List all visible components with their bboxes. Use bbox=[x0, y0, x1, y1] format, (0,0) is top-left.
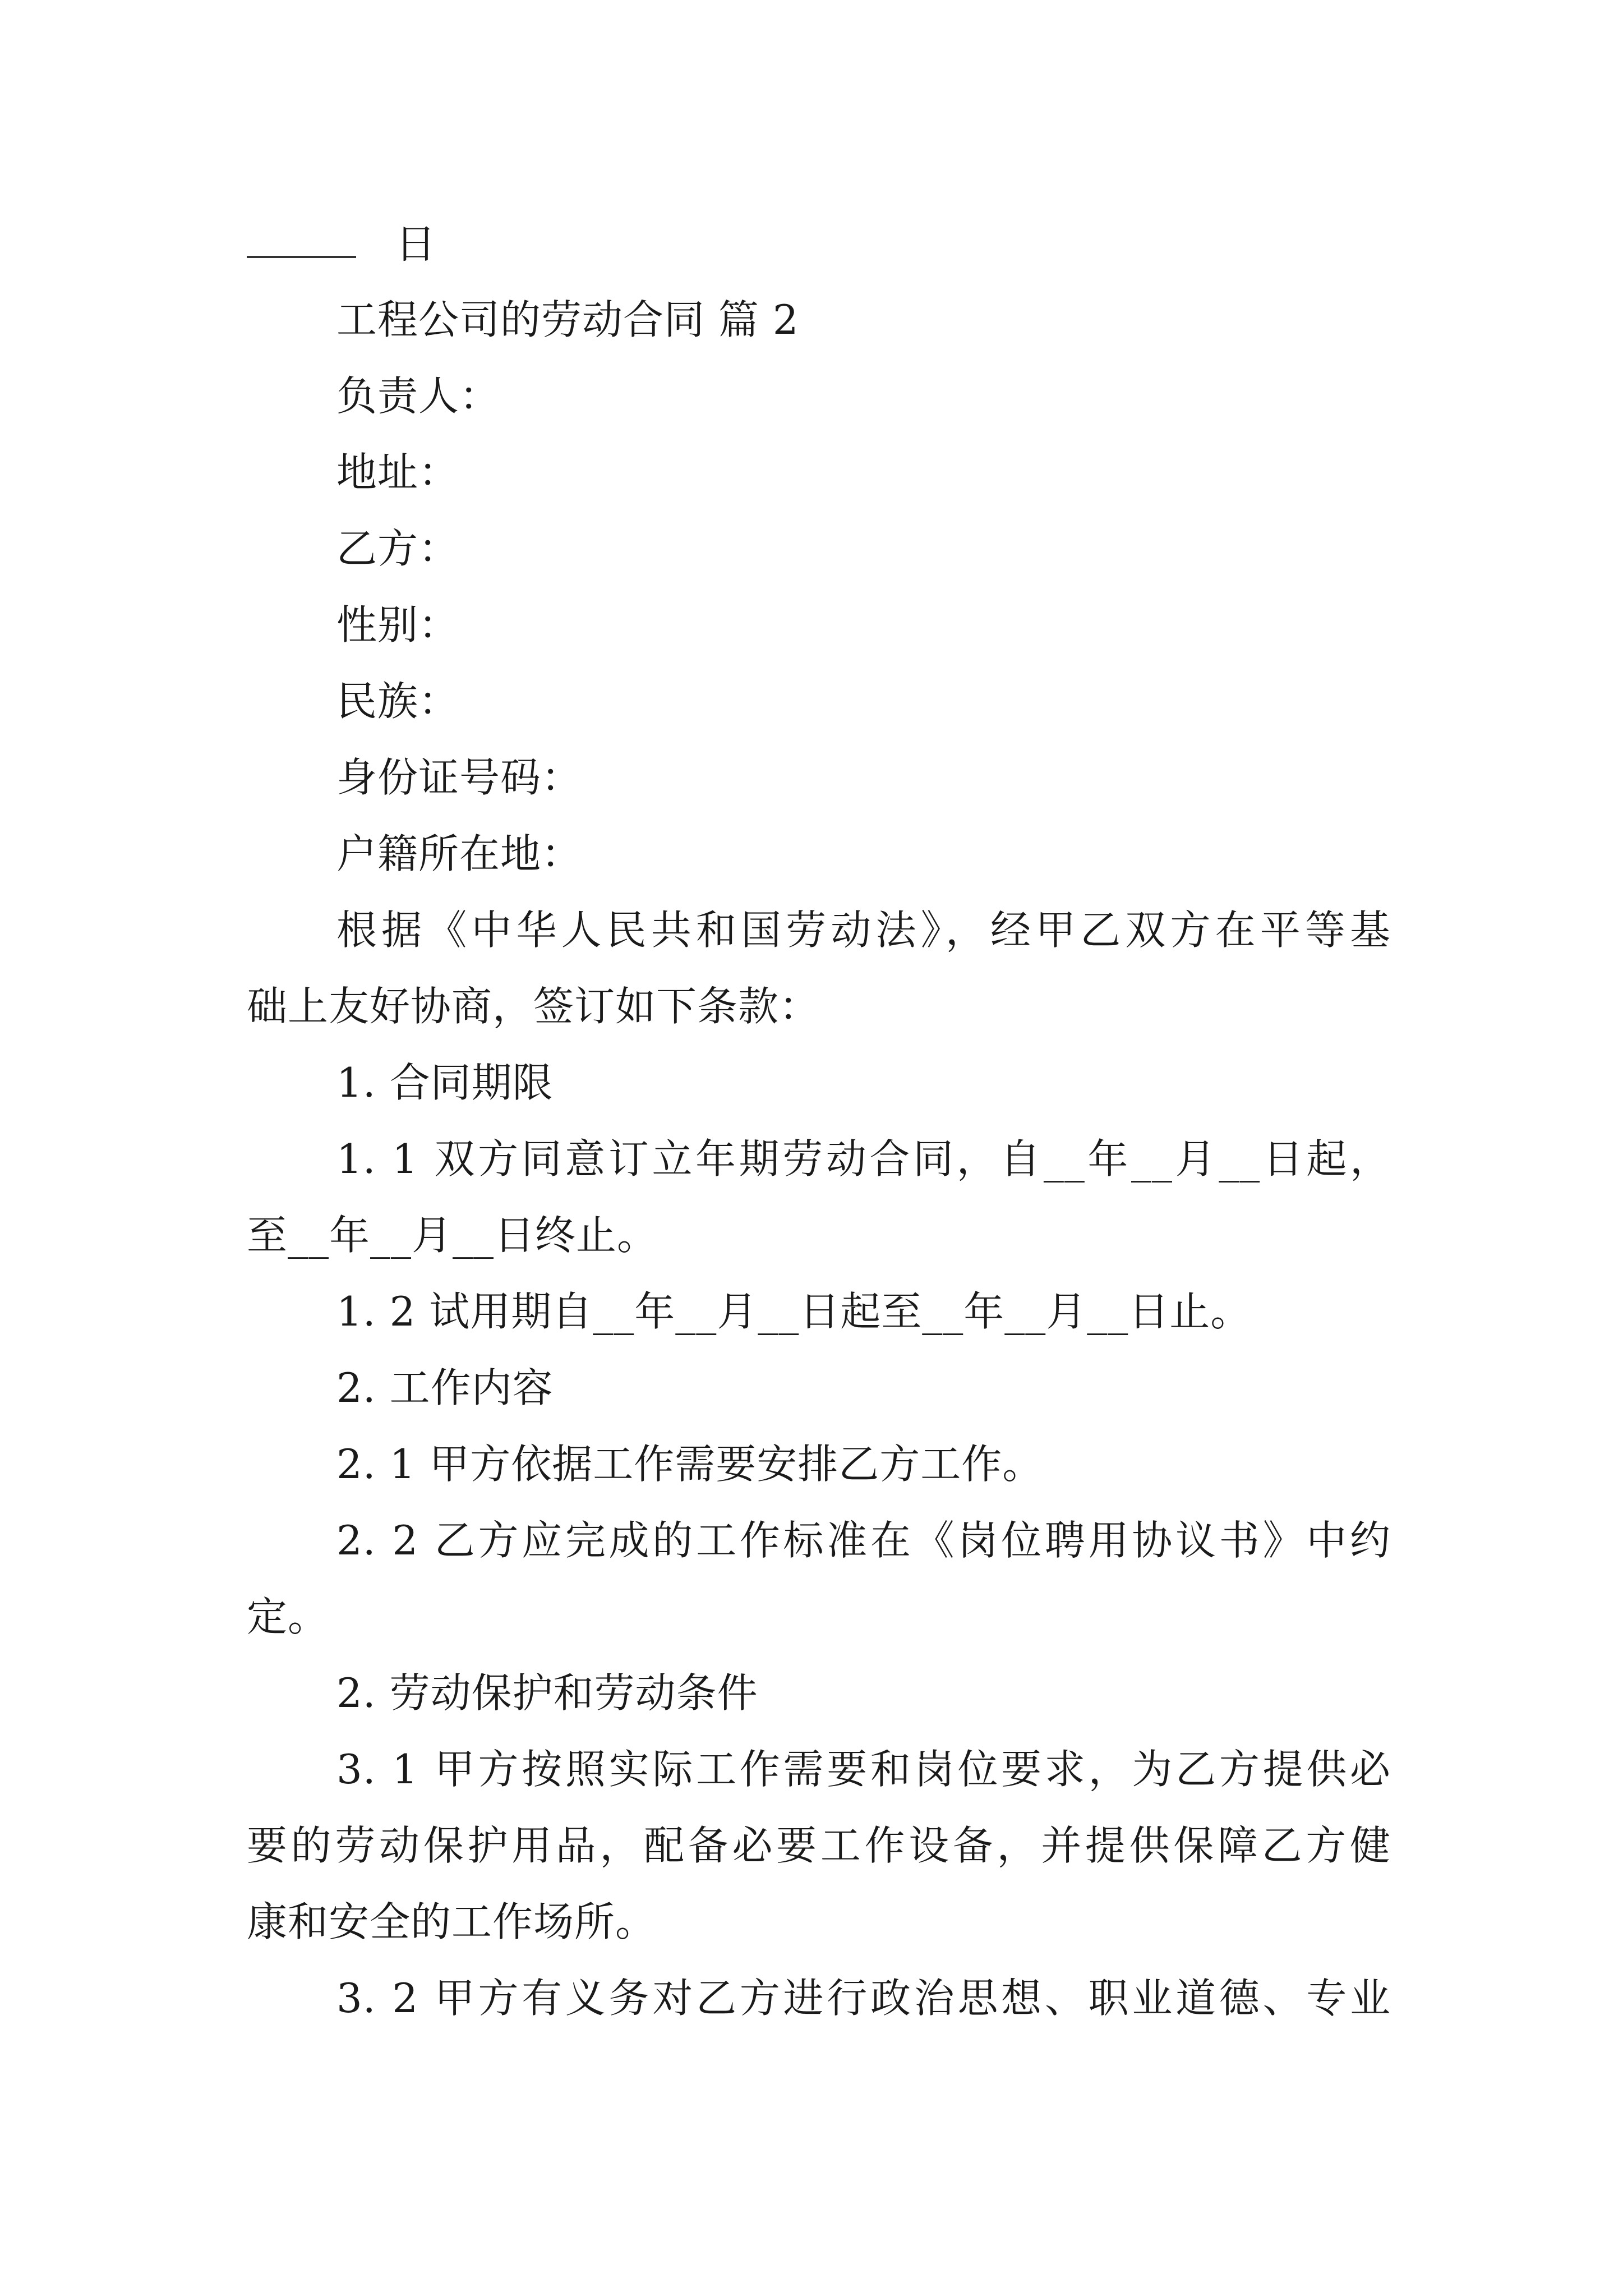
clause-heading: 2. 工作内容 bbox=[336, 1364, 554, 1411]
text-line: 性别： bbox=[336, 601, 460, 648]
text-line: 根据《中华人民共和国劳动法》，经甲乙双方在平等基 bbox=[336, 907, 1391, 954]
text-line: 身份证号码： bbox=[336, 754, 583, 801]
text-line: 地址： bbox=[336, 449, 460, 496]
text-line: 3. 1 甲方按照实际工作需要和岗位要求，为乙方提供必 bbox=[336, 1746, 1391, 1793]
section-title: 工程公司的劳动合同 篇 2 bbox=[336, 296, 799, 343]
text-line: 2. 1 甲方依据工作需要安排乙方工作。 bbox=[336, 1441, 1044, 1488]
signature-date-blank bbox=[247, 221, 356, 258]
text-line: 户籍所在地： bbox=[336, 830, 583, 877]
text-line: 至__年__月__日终止。 bbox=[247, 1212, 658, 1259]
text-line: 2. 2 乙方应完成的工作标准在《岗位聘用协议书》中约 bbox=[336, 1517, 1391, 1564]
text-line: 定。 bbox=[247, 1593, 329, 1640]
text-line: 负责人： bbox=[336, 372, 501, 420]
text-line: 3. 2 甲方有义务对乙方进行政治思想、职业道德、专业 bbox=[336, 1975, 1391, 2022]
clause-heading: 1. 合同期限 bbox=[336, 1059, 554, 1106]
text-line: 乙方： bbox=[336, 525, 460, 572]
text-line: 础上友好协商，签订如下条款： bbox=[247, 983, 820, 1030]
text-line: 民族： bbox=[336, 678, 460, 725]
text-line: 要的劳动保护用品，配备必要工作设备，并提供保障乙方健 bbox=[247, 1822, 1391, 1869]
text-line: 康和安全的工作场所。 bbox=[247, 1898, 657, 1945]
text-line: 日 bbox=[395, 220, 437, 268]
date-line bbox=[247, 210, 1623, 278]
text-line: 1. 2 试用期自__年__月__日起至__年__月__日止。 bbox=[336, 1288, 1252, 1335]
clause-heading: 2. 劳动保护和劳动条件 bbox=[336, 1669, 758, 1717]
text-line: 1. 1 双方同意订立年期劳动合同，自__年__月__日起， bbox=[336, 1135, 1391, 1182]
